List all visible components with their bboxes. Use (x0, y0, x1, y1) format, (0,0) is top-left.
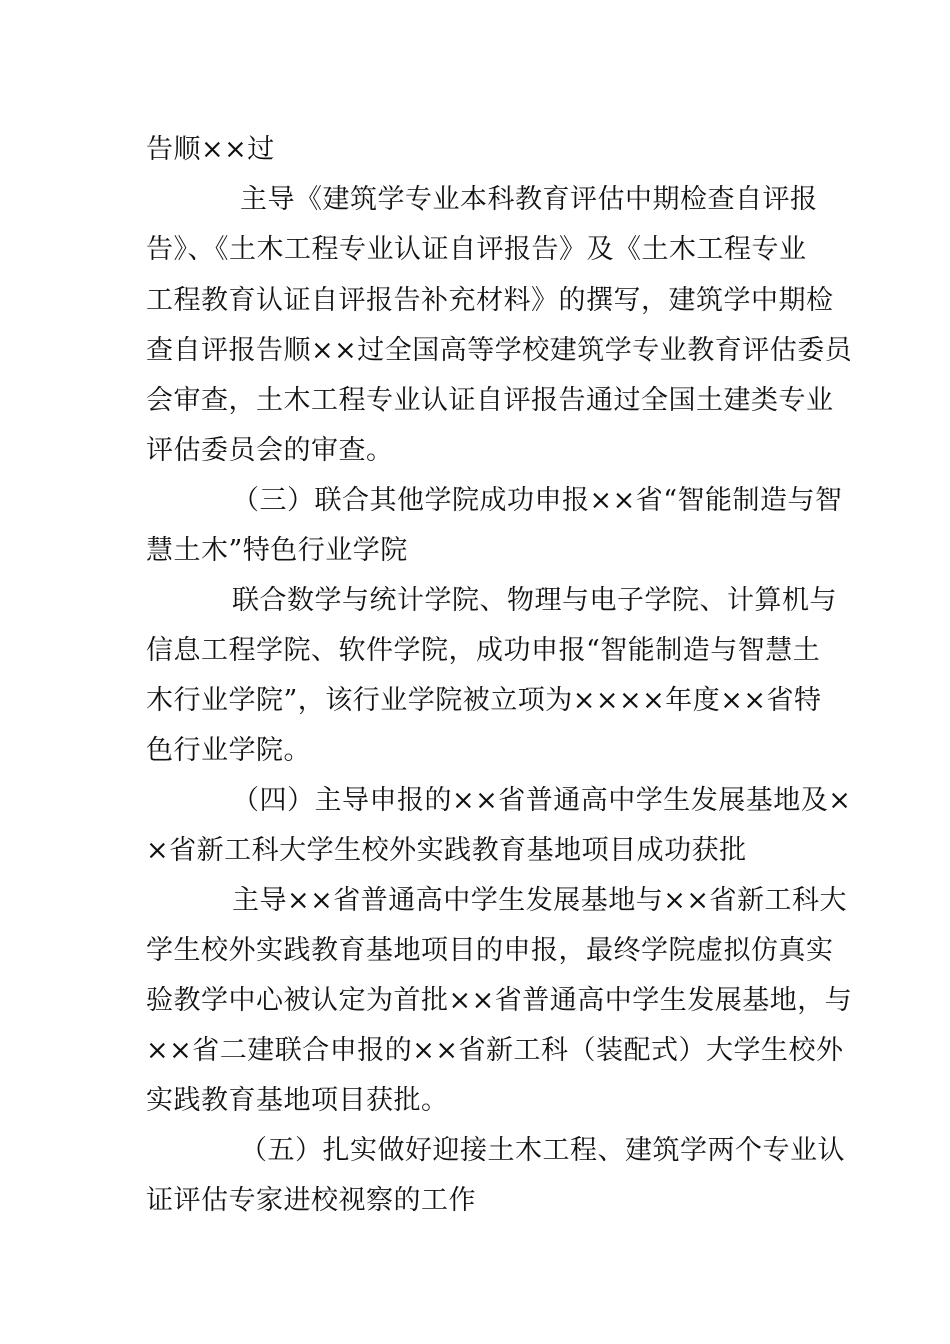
paragraph-1-line-1: 主导《建筑学专业本科教育评估中期检查自评报 (240, 184, 818, 215)
section-heading-3-line-2: 慧土木”特色行业学院 (146, 535, 408, 566)
paragraph-2-line-3: 木行业学院”，该行业学院被立项为××××年度××省特 (146, 685, 822, 716)
paragraph-1-line-2: 告》、《土木工程专业认证自评报告》及《土木工程专业 (146, 234, 807, 265)
section-heading-4-line-2: ×省新工科大学生校外实践教育基地项目成功获批 (146, 835, 747, 866)
paragraph-1-line-6: 评估委员会的审查。 (146, 435, 394, 466)
section-heading-3-line-1: （三）联合其他学院成功申报××省“智能制造与智 (232, 485, 843, 516)
paragraph-1-line-4: 查自评报告顺××过全国高等学校建筑学专业教育评估委员 (146, 335, 853, 366)
paragraph-3-line-3: 验教学中心被认定为首批××省普通高中学生发展基地，与 (146, 985, 853, 1016)
paragraph-3-line-1: 主导××省普通高中学生发展基地与××省新工科大 (232, 885, 847, 916)
section-heading-4-line-1: （四）主导申报的××省普通高中学生发展基地及× (232, 785, 852, 816)
paragraph-2-line-4: 色行业学院。 (146, 735, 311, 766)
paragraph-1-line-5: 会审查，土木工程专业认证自评报告通过全国土建类专业 (146, 385, 834, 416)
paragraph-2-line-2: 信息工程学院、软件学院，成功申报“智能制造与智慧土 (146, 635, 821, 666)
paragraph-2-line-1: 联合数学与统计学院、物理与电子学院、计算机与 (232, 585, 837, 616)
section-heading-5-line-1: （五）扎实做好迎接土木工程、建筑学两个专业认 (240, 1135, 845, 1166)
paragraph-1-line-3: 工程教育认证自评报告补充材料》的撰写，建筑学中期检 (146, 285, 834, 316)
text-line-1: 告顺××过 (146, 134, 275, 165)
section-heading-5-line-2: 证评估专家进校视察的工作 (146, 1185, 476, 1216)
paragraph-3-line-2: 学生校外实践教育基地项目的申报，最终学院虚拟仿真实 (146, 935, 834, 966)
paragraph-3-line-4: ××省二建联合申报的××省新工科（装配式）大学生校外 (146, 1035, 844, 1066)
paragraph-3-line-5: 实践教育基地项目获批。 (146, 1085, 449, 1116)
